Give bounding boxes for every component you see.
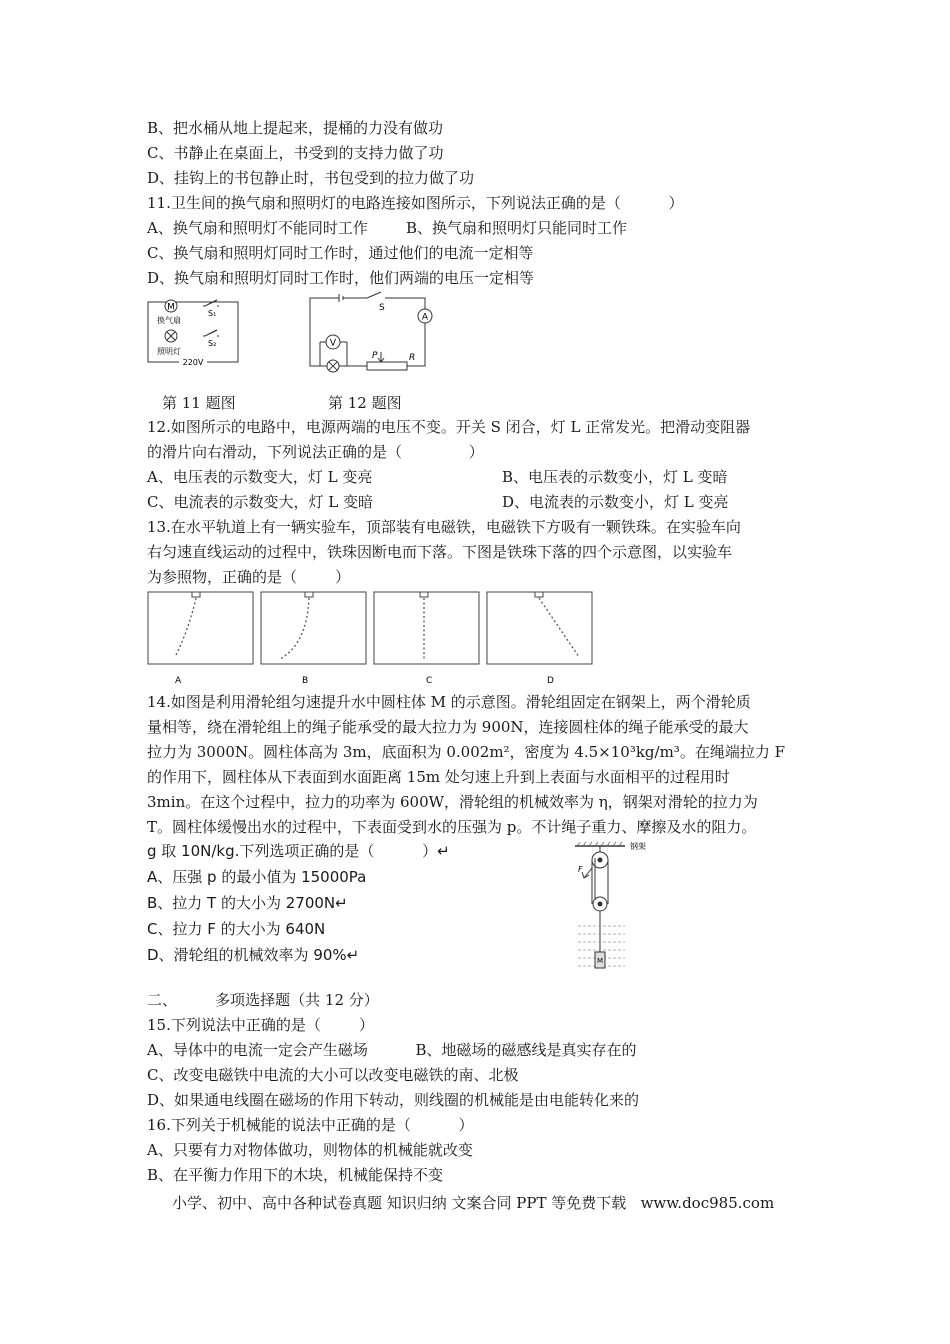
q13-label-d: D xyxy=(547,676,554,686)
q14-stem-line6: T。圆柱体缓慢出水的过程中，下表面受到水的压强为 p。不计绳子重力、摩擦及水的阻力。 xyxy=(147,818,757,836)
q14-stem-line7: g 取 10N/kg.下列选项正确的是（ ）↵ xyxy=(147,842,450,860)
q14-stem-line2: 量相等，绕在滑轮组上的绳子能承受的最大拉力为 900N，连接圆柱体的绳子能承受的最大 xyxy=(147,718,749,736)
q14-pulley-diagram xyxy=(570,838,660,978)
q11-stem: 11.卫生间的换气扇和照明灯的电路连接如图所示，下列说法正确的是（ ） xyxy=(147,194,684,212)
q16-option-a: A、只要有力对物体做功，则物体的机械能就改变 xyxy=(147,1141,473,1159)
q13-label-a: A xyxy=(175,676,182,686)
q14-option-d: D、滑轮组的机械效率为 90%↵ xyxy=(147,946,360,964)
q15-stem: 15.下列说法中正确的是（ ） xyxy=(147,1016,375,1034)
q14-stem-line4: 的作用下，圆柱体从下表面到水面距离 15m 处匀速上升到上表面与水面相平的过程用时 xyxy=(147,768,730,786)
q14-option-a: A、压强 p 的最小值为 15000Pa xyxy=(147,868,367,886)
q15-options-ab: A、导体中的电流一定会产生磁场 B、地磁场的磁感线是真实存在的 xyxy=(147,1041,637,1059)
q11-option-c: C、换气扇和照明灯同时工作时，通过他们的电流一定相等 xyxy=(147,244,534,262)
ammeter-symbol: A xyxy=(421,312,429,323)
q13-stem-line3: 为参照物，正确的是（ ） xyxy=(147,568,351,586)
page-footer: 小学、初中、高中各种试卷真题 知识归纳 文案合同 PPT 等免费下载 www.doc985.com xyxy=(172,1194,775,1212)
rheostat-r-label: R xyxy=(409,353,416,363)
q14-option-c: C、拉力 F 的大小为 640N xyxy=(147,920,326,938)
voltmeter-symbol: V xyxy=(329,338,337,349)
q12-option-d: D、电流表的示数变小，灯 L 变亮 xyxy=(502,493,729,511)
q12-stem-line1: 12.如图所示的电路中，电源两端的电压不变。开关 S 闭合，灯 L 正常发光。把滑动变阻器 xyxy=(147,418,751,436)
q12-circuit-diagram xyxy=(305,290,435,376)
q14-stem-line3: 拉力为 3000N。圆柱体高为 3m，底面积为 0.002m²，密度为 4.5×10³kg/m³。在绳端拉力 F xyxy=(147,743,786,761)
q12-option-a: A、电压表的示数变大，灯 L 变亮 xyxy=(147,468,373,486)
q16-option-b: B、在平衡力作用下的木块，机械能保持不变 xyxy=(147,1166,444,1184)
q12-stem-line2: 的滑片向右滑动，下列说法正确的是（ ） xyxy=(147,443,484,461)
fig12-caption: 第 12 题图 xyxy=(328,394,402,412)
q14-stem-line1: 14.如图是利用滑轮组匀速提升水中圆柱体 M 的示意图。滑轮组固定在钢架上，两个滑轮质 xyxy=(147,693,751,711)
q13-stem-line2: 右匀速直线运动的过程中，铁珠因断电而下落。下图是铁珠下落的四个示意图，以实验车 xyxy=(147,543,733,561)
q10-option-b: B、把水桶从地上提起来，提桶的力没有做功 xyxy=(147,119,444,137)
fan-label: 换气扇 xyxy=(157,316,181,325)
q15-option-d: D、如果通电线圈在磁场的作用下转动，则线圈的机械能是由电能转化来的 xyxy=(147,1091,640,1109)
switch-s-label: S xyxy=(379,303,385,313)
switch-s1-label: S₁ xyxy=(208,309,217,318)
q12-option-b: B、电压表的示数变小，灯 L 变暗 xyxy=(502,468,728,486)
q11-option-d: D、换气扇和照明灯同时工作时，他们两端的电压一定相等 xyxy=(147,269,535,287)
q13-label-c: C xyxy=(426,676,433,686)
q13-stem-line1: 13.在水平轨道上有一辆实验车，顶部装有电磁铁，电磁铁下方吸有一颗铁珠。在实验车向 xyxy=(147,518,741,536)
force-f-label: F xyxy=(578,865,583,874)
slider-p-label: P xyxy=(372,351,378,361)
q16-stem: 16.下列关于机械能的说法中正确的是（ ） xyxy=(147,1116,474,1134)
q15-option-c: C、改变电磁铁中电流的大小可以改变电磁铁的南、北极 xyxy=(147,1066,519,1084)
q13-label-b: B xyxy=(302,676,309,686)
q11-circuit-diagram xyxy=(145,296,245,376)
q11-options-ab: A、换气扇和照明灯不能同时工作 B、换气扇和照明灯只能同时工作 xyxy=(147,219,628,237)
switch-s2-label: S₂ xyxy=(208,339,217,348)
cylinder-m-label: M xyxy=(596,957,604,965)
q14-stem-line5: 3min。在这个过程中，拉力的功率为 600W，滑轮组的机械效率为 η，钢架对滑轮的拉力为 xyxy=(147,793,758,811)
motor-symbol: M xyxy=(167,302,175,313)
q10-option-c: C、书静止在桌面上，书受到的支持力做了功 xyxy=(147,144,444,162)
q10-option-d: D、挂钩上的书包静止时，书包受到的拉力做了功 xyxy=(147,169,475,187)
voltage-label: 220V xyxy=(182,358,204,367)
frame-label: 钢架 xyxy=(630,842,646,851)
q12-option-c: C、电流表的示数变大，灯 L 变暗 xyxy=(147,493,373,511)
q14-option-b: B、拉力 T 的大小为 2700N↵ xyxy=(147,894,348,912)
lamp-label: 照明灯 xyxy=(157,347,181,356)
section-2-heading: 二、 多项选择题（共 12 分） xyxy=(147,991,379,1009)
fig11-caption: 第 11 题图 xyxy=(162,394,236,412)
q13-trajectory-figure xyxy=(145,589,597,689)
